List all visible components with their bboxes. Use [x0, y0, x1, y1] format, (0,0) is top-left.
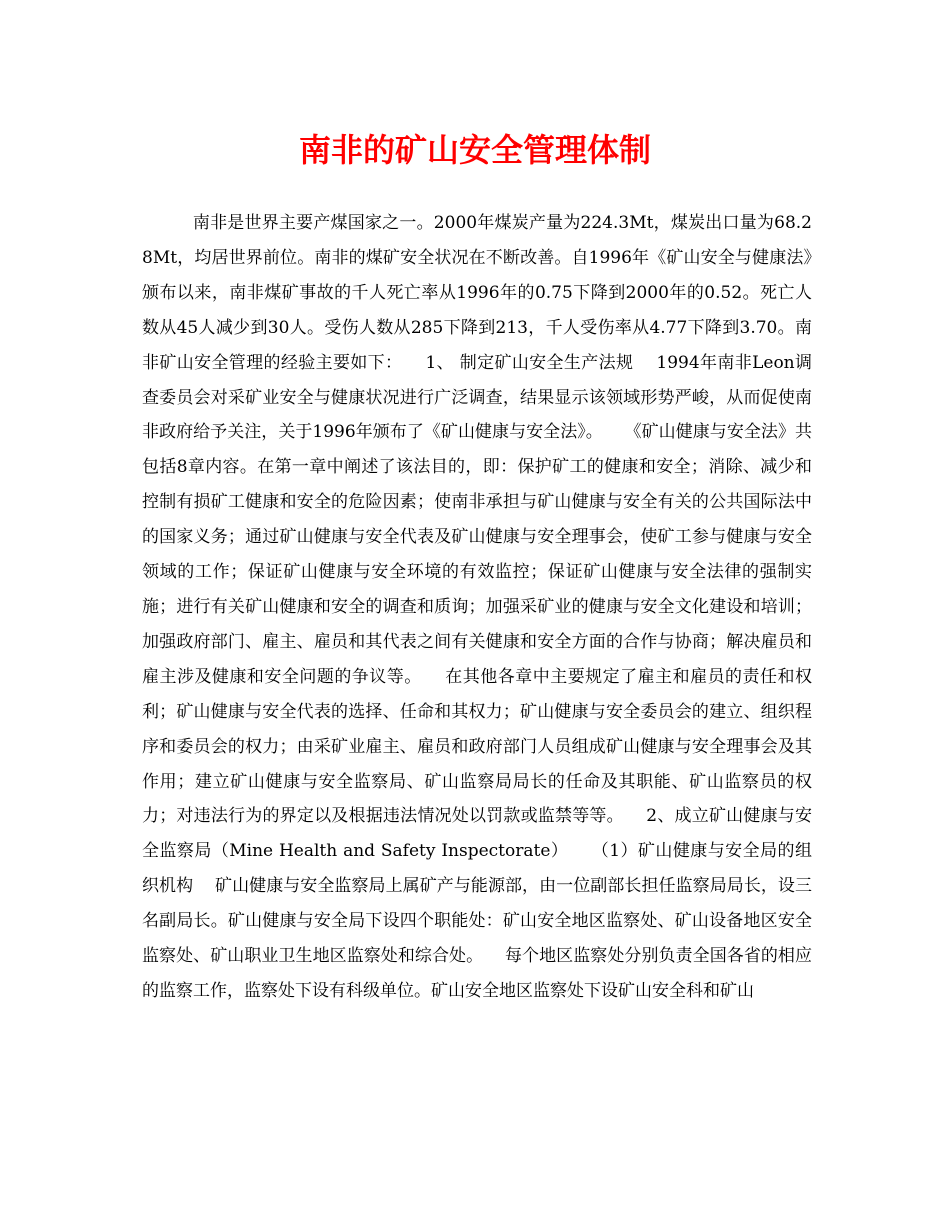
- document-title: 南非的矿山安全管理体制: [298, 131, 651, 169]
- document-body-text: 南非是世界主要产煤国家之一。2000年煤炭产量为224.3Mt，煤炭出口量为68.28Mt，均居世界前位。南非的煤矿安全状况在不断改善。自1996年《矿山安全与健康法》颁布以来，南非煤矿事故的千人死亡率从1996年的0.75下降到2000年的0.52。死亡人数从45人减少到30人。受伤人数从285下降到213，千人受伤率从4.77下降到3.70。南非矿山安全管理的经验主要如下： 1、 制定矿山安全生产法规 1994年南非Leon调查委员会对采矿业安全与健康状况进行广泛调查，结果显示该领域形势严峻，从而促使南非政府给予关注，关于1996年颁布了《矿山健康与安全法》。 《矿山健康与安全法》共包括8章内容。在第一章中阐述了该法目的，即：保护矿工的健康和安全；消除、减少和控制有损矿工健康和安全的危险因素；使南非承担与矿山健康与安全有关的公共国际法中的国家义务；通过矿山健康与安全代表及矿山健康与安全理事会，使矿工参与健康与安全领域的工作；保证矿山健康与安全环境的有效监控；保证矿山健康与安全法律的强制实施；进行有关矿山健康和安全的调查和质询；加强采矿业的健康与安全文化建设和培训；加强政府部门、雇主、雇员和其代表之间有关健康和安全方面的合作与协商；解决雇员和雇主涉及健康和安全问题的争议等。 在其他各章中主要规定了雇主和雇员的责任和权利；矿山健康与安全代表的选择、任命和其权力；矿山健康与安全委员会的建立、组织程序和委员会的权力；由采矿业雇主、雇员和政府部门人员组成矿山健康与安全理事会及其作用；建立矿山健康与安全监察局、矿山监察局局长的任命及其职能、矿山监察员的权力；对违法行为的界定以及根据违法情况处以罚款或监禁等等。 2、成立矿山健康与安全监察局（Mine Health and Safety Inspectorate） （1）矿山健康与安全局的组织机构 矿山健康与安全监察局上属矿产与能源部，由一位副部长担任监察局局长，设三名副局长。矿山健康与安全局下设四个职能处：矿山安全地区监察处、矿山设备地区安全监察处、矿山职业卫生地区监察处和综合处。 每个地区监察处分别负责全国各省的相应的监察工作，监察处下设有科级单位。矿山安全地区监察处下设矿山安全科和矿山: [142, 213, 812, 1001]
